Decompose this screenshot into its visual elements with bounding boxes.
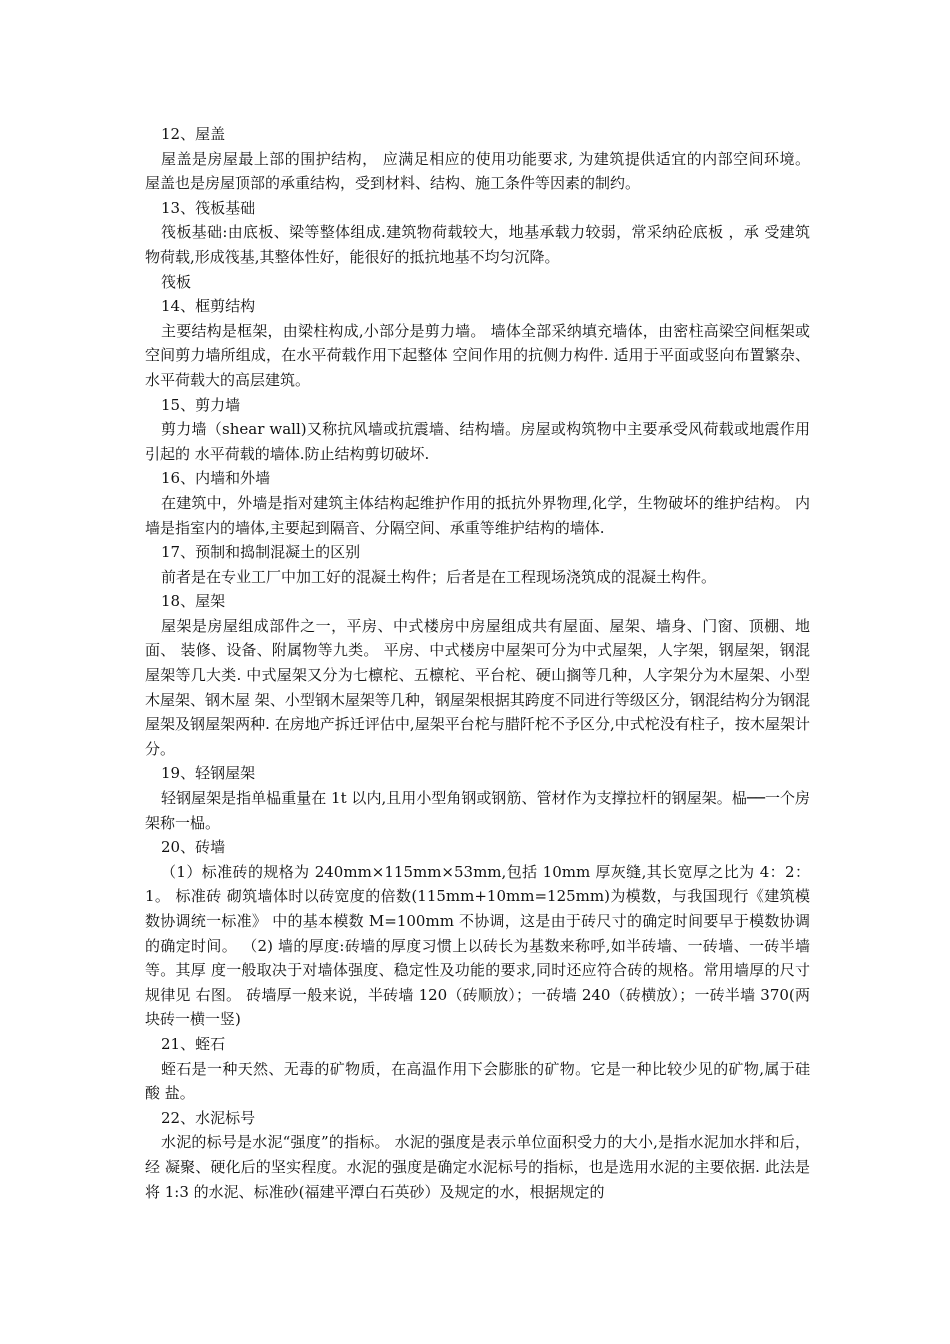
section-heading: 13、筏板基础 xyxy=(161,198,256,217)
section-heading: 19、轻钢屋架 xyxy=(161,764,256,783)
section-20 xyxy=(145,835,810,1032)
section-paragraph: 轻钢屋架是指单榀重量在 1t 以内,且用小型角钢或钢筋、管材作为支撑拉杆的钢屋架。榀──一个房架称一榀。 xyxy=(145,789,810,832)
section-heading: 12、屋盖 xyxy=(161,125,226,143)
section-paragraph: 在建筑中，外墙是指对建筑主体结构起维护作用的抵抗外界物理,化学，生物破坏的维护结构。 内墙是指室内的墙体,主要起到隔音、分隔空间、承重等维护结构的墙体. xyxy=(145,493,810,537)
section-paragraph: （1）标准砖的规格为 240mm×115mm×53mm,包括 10mm 厚灰缝,其长宽厚之比为 4：2：1。 标准砖 砌筑墙体时以砖宽度的倍数(115mm+10mm=125mm)为模数，与我国现行《建筑模数协调统一标准》 中的基本模数 M=100mm 不协调，这是由于砖尺寸的确定时间要早于模数协调的确定时间。 （2) 墙的厚度:砖墙的厚度习惯上以砖长为基数来称呼,如半砖墙、一砖墙、一砖半墙等。其厚 度一般取决于对墙体强度、稳定性及功能的要求,同时还应符合砖的规格。常用墙厚的尺寸规律见 右图。 砖墙厚一般来说，半砖墙 120（砖顺放）；一砖墙 240（砖横放）；一砖半墙 370(两块砖一横一竖) xyxy=(145,862,810,1029)
section-heading: 15、剪力墙 xyxy=(161,395,241,414)
document-body xyxy=(145,122,810,1204)
section-heading: 18、屋架 xyxy=(161,592,226,611)
section-14 xyxy=(145,294,810,392)
section-18 xyxy=(145,589,810,761)
section-15 xyxy=(145,393,810,467)
section-paragraph: 屋盖是房屋最上部的围护结构， 应满足相应的使用功能要求, 为建筑提供适宜的内部空间环境。 屋盖也是房屋顶部的承重结构，受到材料、结构、施工条件等因素的制约。 xyxy=(145,149,810,193)
section-21 xyxy=(145,1032,810,1106)
section-12 xyxy=(145,122,810,196)
section-heading: 22、水泥标号 xyxy=(161,1108,256,1127)
section-heading: 14、框剪结构 xyxy=(161,297,256,316)
section-paragraph: 剪力墙（shear wall)又称抗风墙或抗震墙、结构墙。房屋或构筑物中主要承受风荷载或地震作用引起的 水平荷载的墙体.防止结构剪切破坏. xyxy=(145,420,810,463)
section-17 xyxy=(145,540,810,589)
section-paragraph: 屋架是房屋组成部件之一，平房、中式楼房中房屋组成共有屋面、屋架、墙身、门窗、顶棚、地面、 装修、设备、附属物等九类。 平房、中式楼房中屋架可分为中式屋架，人字架，钢屋架，钢混屋架等几大类. 中式屋架又分为七檩柁、五檩柁、平台柁、硬山搁等几种，人字架分为木屋架、小型木屋架、钢木屋 架、小型钢木屋架等几种，钢屋架根据其跨度不同进行等级区分，钢混结构分为钢混屋架及钢屋架两种. 在房地产拆迁评估中,屋架平台柁与腊阡柁不予区分,中式柁没有柱子，按木屋架计分。 xyxy=(145,616,810,758)
section-paragraph: 蛭石是一种天然、无毒的矿物质，在高温作用下会膨胀的矿物。它是一种比较少见的矿物,属于硅酸 盐。 xyxy=(145,1059,810,1103)
section-13 xyxy=(145,196,810,294)
section-heading: 20、砖墙 xyxy=(161,838,226,857)
section-paragraph: 水泥的标号是水泥“强度”的指标。 水泥的强度是表示单位面积受力的大小,是指水泥加水拌和后，经 凝聚、硬化后的坚实程度。水泥的强度是确定水泥标号的指标，也是选用水泥的主要依据. 此法是将 1:3 的水泥、标准砂(福建平潭白石英砂）及规定的水，根据规定的 xyxy=(145,1133,810,1201)
section-heading: 21、蛭石 xyxy=(161,1034,226,1053)
section-heading: 16、内墙和外墙 xyxy=(161,469,271,488)
section-16 xyxy=(145,466,810,540)
section-paragraph: 前者是在专业工厂中加工好的混凝土构件；后者是在工程现场浇筑成的混凝土构件。 xyxy=(161,567,717,586)
section-paragraph: 主要结构是框架，由梁柱构成,小部分是剪力墙。 墙体全部采纳填充墙体，由密柱高梁空间框架或空间剪力墙所组成，在水平荷载作用下起整体 空间作用的抗侧力构件. 适用于平面或竖向布置繁杂、水平荷载大的高层建筑。 xyxy=(145,321,810,389)
section-paragraph: 筏板 xyxy=(161,272,192,291)
section-19 xyxy=(145,761,810,835)
section-heading: 17、预制和捣制混凝土的区别 xyxy=(161,543,361,562)
section-22 xyxy=(145,1106,810,1204)
section-paragraph: 筏板基础:由底板、梁等整体组成.建筑物荷载较大，地基承载力较弱，常采纳砼底板 ，承 受建筑物荷载,形成筏基,其整体性好，能很好的抵抗地基不均匀沉降。 xyxy=(145,223,810,266)
